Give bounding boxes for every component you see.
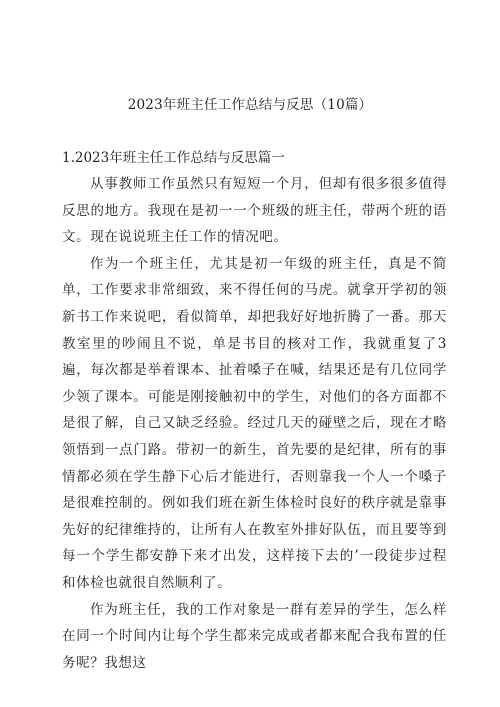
paragraph: 作为一个班主任，尤其是初一年级的班主任，真是不简单，工作要求非常细致，来不得任何的马虎。就拿开学初的领新书工作来说吧，看似简单，却把我好好地折腾了一番。那天教室里的吵闹且不说，单是书目的核对工作，我就重复了3遍，每次都是举着课本、扯着嗓子在喊，结果还是有几位同学少领了课本。可能是刚接触初中的学生，对他们的各方面都不是很了解，自己又缺乏经验。经过几天的碰壁之后，现在才略领悟到一点门路。带初一的新生，首先要的是纪律，所有的事情都必须在学生静下心后才能进行，否则靠我一个人一个嗓子是很难控制的。例如我们班在新生体检时良好的秩序就是靠事先好的纪律维持的，让所有人在教室外排好队伍，而且要等到每一个学生都安静下来才出发，这样接下去的’一段徒步过程和体检也就很自然顺利了。 [62,255,447,591]
paragraph: 作为班主任，我的工作对象是一群有差异的学生，怎么样在同一个时间内让每个学生都来完成或者都来配合我布置的任务呢？我想这 [62,601,447,671]
section-heading: 1.2023年班主任工作总结与反思篇一 [62,150,285,166]
document-title: 2023年班主任工作总结与反思（10篇） [127,97,373,113]
paragraph: 从事教师工作虽然只有短短一个月，但却有很多很多值得反思的地方。我现在是初一一个班级的班主任，带两个班的语文。现在说说班主任工作的情况吧。 [62,176,447,246]
document-body [62,171,447,676]
